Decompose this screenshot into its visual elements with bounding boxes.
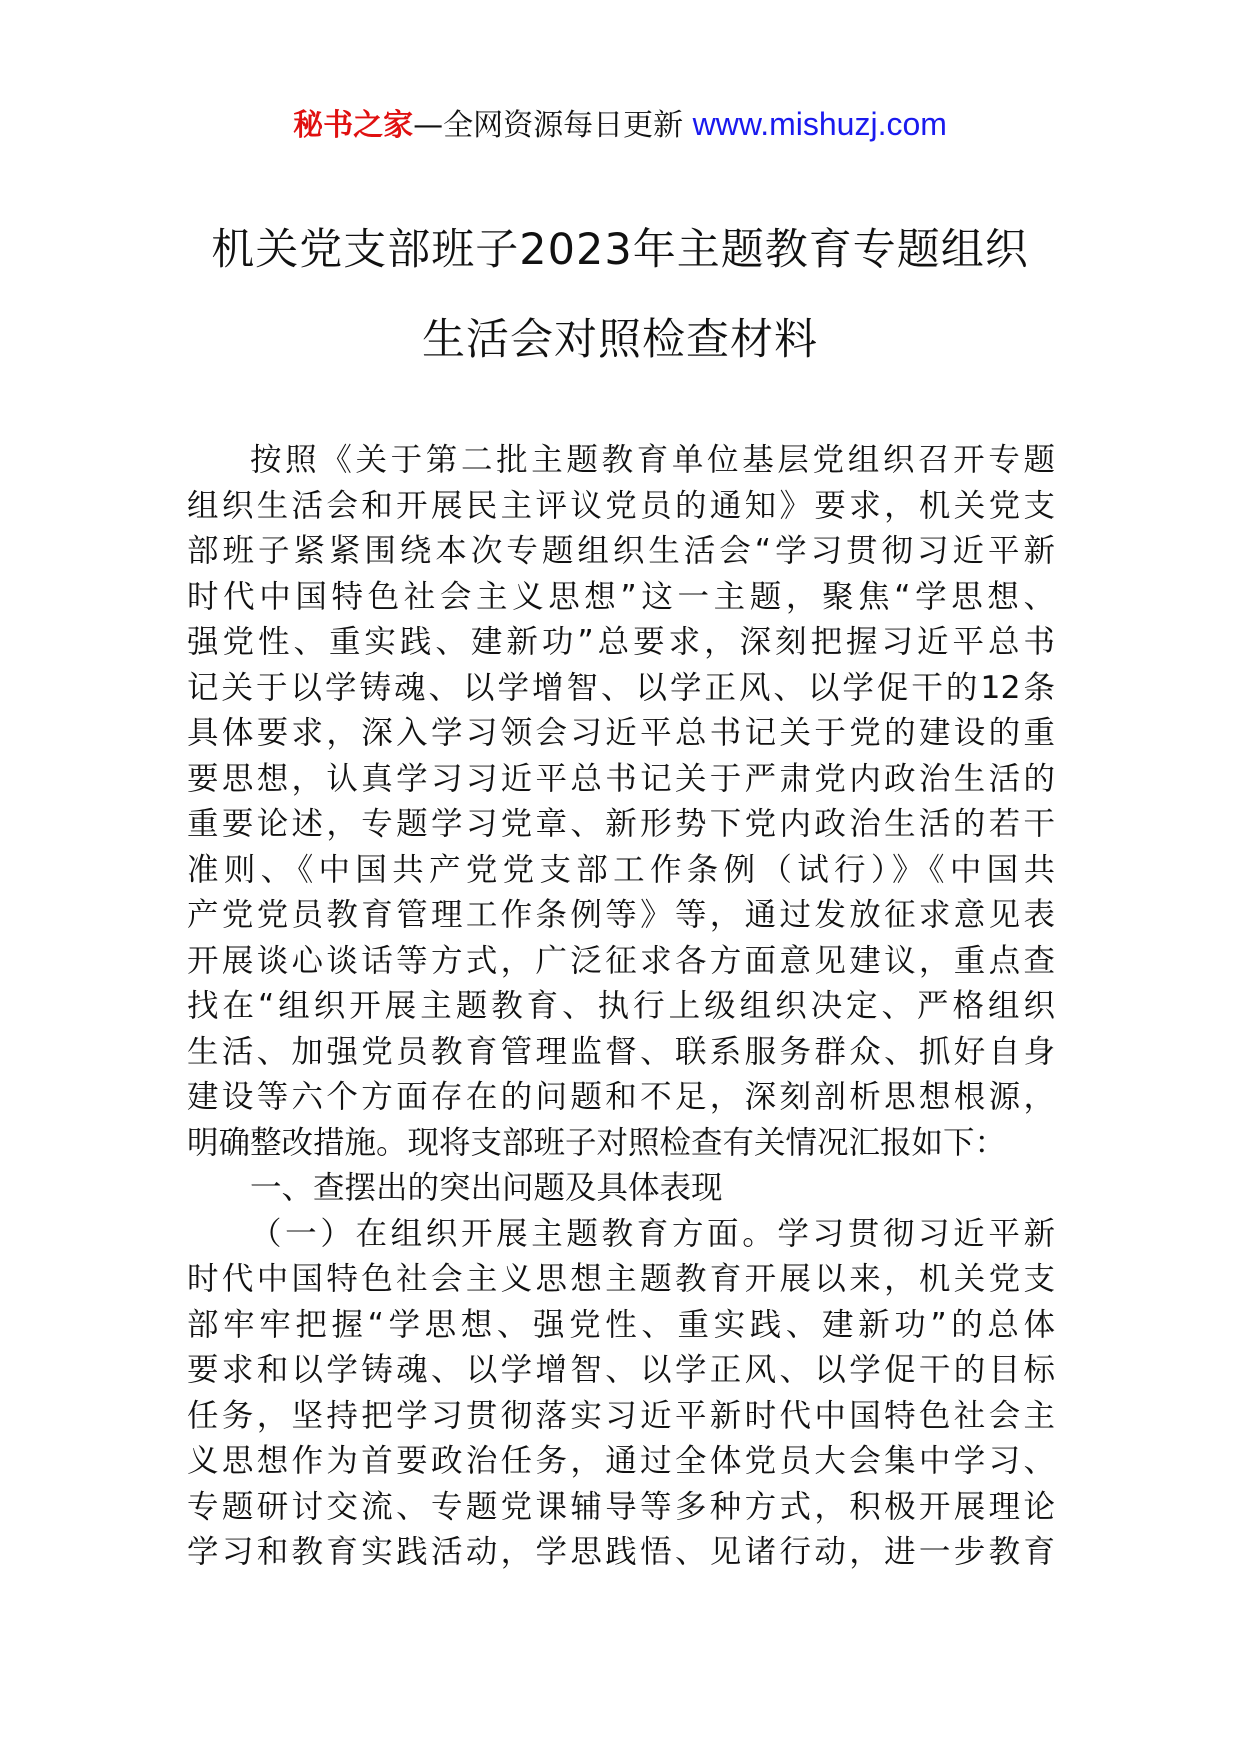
body-line: 按照《关于第二批主题教育单位基层党组织召开专题: [250, 442, 1055, 478]
body-line: 记关于以学铸魂、以学增智、以学正风、以学促干的12条: [187, 669, 1055, 706]
body-line: 任务，坚持把学习贯彻落实习近平新时代中国特色社会主: [187, 1397, 1055, 1434]
body-line: 具体要求，深入学习领会习近平总书记关于党的建设的重: [187, 715, 1055, 751]
body-line: 强党性、重实践、建新功”总要求，深刻把握习近平总书: [187, 624, 1055, 660]
title-line: 机关党支部班子2023年主题教育专题组织: [211, 225, 1029, 275]
document-title: [160, 205, 1080, 385]
site-header: [0, 104, 1240, 146]
body-line: 要思想，认真学习习近平总书记关于严肃党内政治生活的: [187, 760, 1055, 797]
body-line: 部牢牢把握“学思想、强党性、重实践、建新功”的总体: [187, 1306, 1055, 1343]
body-line: 部班子紧紧围绕本次专题组织生活会“学习贯彻习近平新: [187, 533, 1055, 569]
site-brand: 秘书之家: [293, 108, 414, 143]
section-heading: 一、查摆出的突出问题及具体表现: [250, 1170, 723, 1206]
body-line: （一）在组织开展主题教育方面。学习贯彻习近平新: [250, 1215, 1055, 1252]
site-tagline: —全网资源每日更新: [413, 108, 684, 143]
body-line: 生活、加强党员教育管理监督、联系服务群众、抓好自身: [187, 1033, 1055, 1070]
body-line: 准则、《中国共产党党支部工作条例（试行）》《中国共: [187, 851, 1055, 888]
document-body: [187, 438, 1055, 1576]
site-url-link[interactable]: www.mishuzj.com: [692, 106, 947, 142]
body-line: 明确整改措施。现将支部班子对照检查有关情况汇报如下：: [187, 1124, 1007, 1161]
body-line: 重要论述，专题学习党章、新形势下党内政治生活的若干: [187, 806, 1055, 842]
title-line: 生活会对照检查材料: [422, 315, 818, 365]
body-line: 义思想作为首要政治任务，通过全体党员大会集中学习、: [187, 1443, 1055, 1479]
body-line: 时代中国特色社会主义思想主题教育开展以来，机关党支: [187, 1261, 1055, 1297]
body-line: 开展谈心谈话等方式，广泛征求各方面意见建议，重点查: [187, 942, 1055, 979]
body-line: 产党党员教育管理工作条例等》等，通过发放征求意见表: [187, 897, 1055, 933]
body-line: 组织生活会和开展民主评议党员的通知》要求，机关党支: [187, 487, 1055, 524]
body-line: 时代中国特色社会主义思想”这一主题，聚焦“学思想、: [187, 578, 1055, 615]
body-line: 专题研讨交流、专题党课辅导等多种方式，积极开展理论: [187, 1488, 1055, 1525]
body-line: 建设等六个方面存在的问题和不足，深刻剖析思想根源，: [187, 1079, 1055, 1115]
body-line: 找在“组织开展主题教育、执行上级组织决定、严格组织: [187, 988, 1055, 1024]
body-line: 学习和教育实践活动，学思践悟、见诸行动，进一步教育: [187, 1534, 1055, 1570]
body-line: 要求和以学铸魂、以学增智、以学正风、以学促干的目标: [187, 1352, 1055, 1388]
